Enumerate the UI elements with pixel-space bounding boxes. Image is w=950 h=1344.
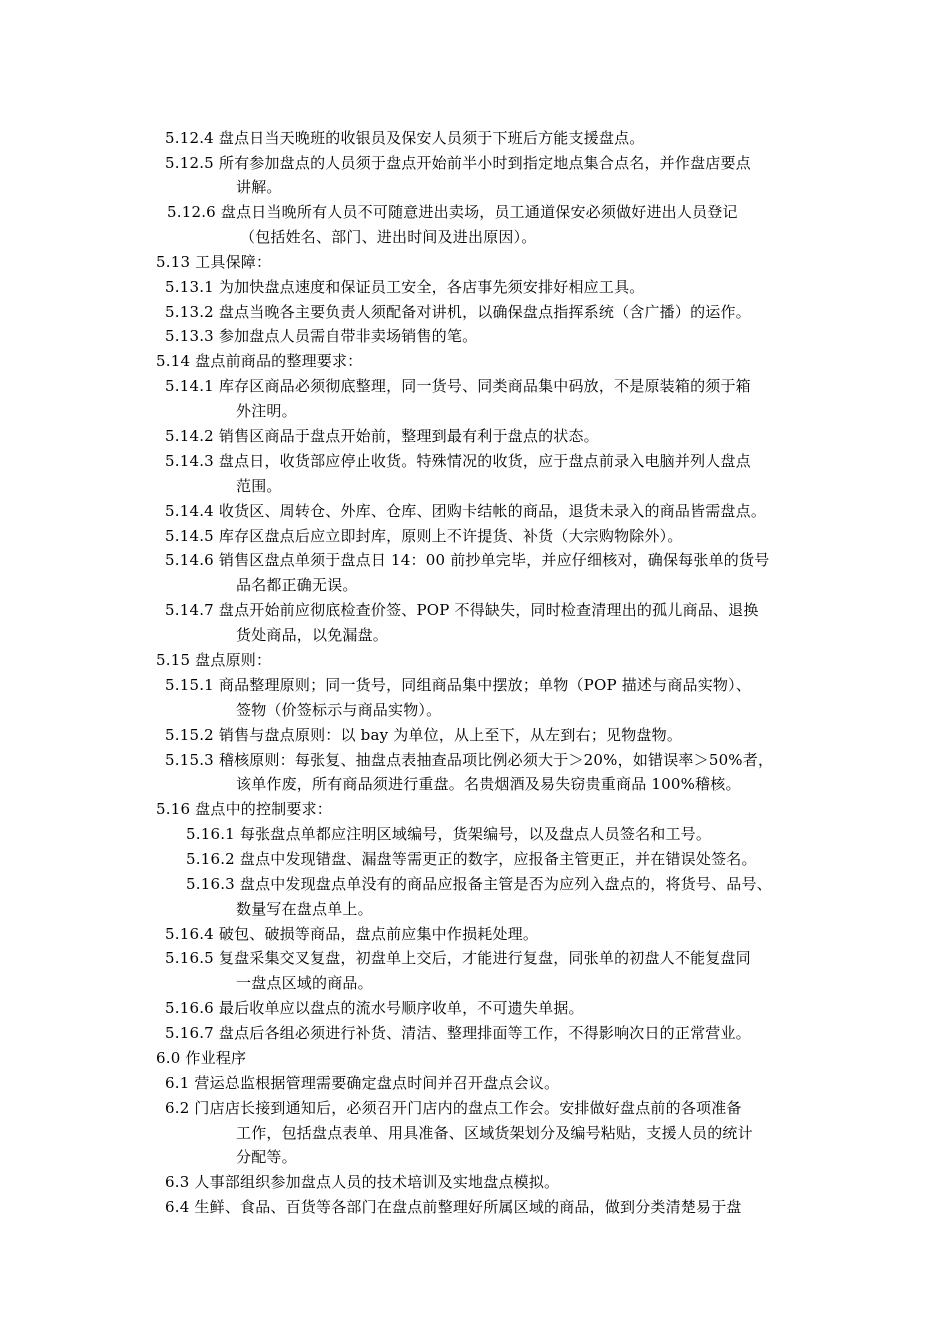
section-heading: 5.13 工具保障： (156, 253, 272, 271)
text-line: 5.16.5 复盘采集交叉复盘，初盘单上交后，才能进行复盘，同张单的初盘人不能复盘同 (165, 949, 751, 967)
text-line: 5.12.5 所有参加盘点的人员须于盘点开始前半小时到指定地点集合点名，并作盘店要点 (165, 154, 751, 172)
text-line: 5.12.4 盘点日当天晚班的收银员及保安人员须于下班后方能支援盘点。 (165, 129, 645, 147)
text-line: 签物（价签标示与商品实物）。 (236, 701, 442, 719)
text-line: 范围。 (236, 477, 282, 495)
text-line: 5.14.6 销售区盘点单须于盘点日 14：00 前抄单完毕，并应仔细核对，确保每张单的货号 (165, 551, 770, 569)
text-line: 数量写在盘点单上。 (236, 900, 373, 918)
section-heading: 5.15 盘点原则： (156, 651, 272, 669)
text-line: 5.16.4 破包、破损等商品，盘点前应集中作损耗处理。 (165, 925, 539, 943)
text-line: 5.14.5 库存区盘点后应立即封库，原则上不许提货、补货（大宗购物除外）。 (165, 527, 683, 545)
text-line: 一盘点区域的商品。 (236, 974, 373, 992)
text-line: 讲解。 (236, 178, 282, 196)
text-line: 5.12.6 盘点日当晚所有人员不可随意进出卖场，员工通道保安必须做好进出人员登记 (167, 203, 738, 221)
text-line: 5.16.3 盘点中发现盘点单没有的商品应报备主管是否为应列入盘点的，将货号、品号、 (186, 875, 772, 893)
text-line: 5.14.3 盘点日，收货部应停止收货。特殊情况的收货，应于盘点前录入电脑并列人盘点 (165, 452, 751, 470)
section-heading: 5.16 盘点中的控制要求： (156, 800, 332, 818)
text-line: 外注明。 (236, 402, 297, 420)
text-line: 分配等。 (236, 1148, 297, 1166)
text-line: 5.13.1 为加快盘点速度和保证员工安全，各店事先须安排好相应工具。 (165, 278, 645, 296)
text-line: 6.1 营运总监根据管理需要确定盘点时间并召开盘点会议。 (165, 1074, 560, 1092)
text-line: 5.16.6 最后收单应以盘点的流水号顺序收单，不可遗失单据。 (165, 999, 584, 1017)
section-heading: 6.0 作业程序 (156, 1049, 247, 1067)
text-line: 5.14.7 盘点开始前应彻底检查价签、POP 不得缺失，同时检查清理出的孤儿商品、退换 (165, 601, 759, 619)
text-line: 品名都正确无误。 (236, 576, 358, 594)
text-line: 5.16.7 盘点后各组必须进行补货、清洁、整理排面等工作，不得影响次日的正常营业。 (165, 1024, 751, 1042)
text-line: 5.16.1 每张盘点单都应注明区域编号，货架编号，以及盘点人员签名和工号。 (186, 825, 712, 843)
text-line: 5.16.2 盘点中发现错盘、漏盘等需更正的数字，应报备主管更正，并在错误处签名。 (186, 850, 757, 868)
text-line: 5.15.3 稽核原则：每张复、抽盘点表抽查品项比例必须大于＞20%，如错误率＞50%者， (165, 751, 774, 769)
text-line: 5.14.2 销售区商品于盘点开始前，整理到最有利于盘点的状态。 (165, 427, 599, 445)
text-line: 6.4 生鲜、食品、百货等各部门在盘点前整理好所属区域的商品，做到分类清楚易于盘 (165, 1198, 742, 1216)
text-line: 该单作废，所有商品须进行重盘。名贵烟酒及易失窃贵重商品 100%稽核。 (236, 775, 741, 793)
text-line: 货处商品，以免漏盘。 (236, 626, 389, 644)
text-line: 6.2 门店店长接到通知后，必须召开门店内的盘点工作会。安排做好盘点前的各项准备 (165, 1099, 742, 1117)
text-line: 5.15.1 商品整理原则；同一货号，同组商品集中摆放；单物（POP 描述与商品实物）、 (165, 676, 752, 694)
text-line: 工作，包括盘点表单、用具准备、区域货架划分及编号粘贴，支援人员的统计 (236, 1124, 753, 1142)
text-line: 5.15.2 销售与盘点原则：以 bay 为单位，从上至下，从左到右；见物盘物。 (165, 726, 683, 744)
text-line: 5.13.3 参加盘点人员需自带非卖场销售的笔。 (165, 327, 478, 345)
text-line: 5.14.4 收货区、周转仓、外库、仓库、团购卡结帐的商品，退货未录入的商品皆需盘点。 (165, 502, 767, 520)
text-line: （包括姓名、部门、进出时间及进出原因）。 (240, 228, 537, 246)
text-line: 5.13.2 盘点当晚各主要负责人须配备对讲机，以确保盘点指挥系统（含广播）的运作。 (165, 303, 751, 321)
text-line: 6.3 人事部组织参加盘点人员的技术培训及实地盘点模拟。 (165, 1173, 560, 1191)
section-heading: 5.14 盘点前商品的整理要求： (156, 352, 363, 370)
text-line: 5.14.1 库存区商品必须彻底整理，同一货号、同类商品集中码放，不是原装箱的须于箱 (165, 377, 751, 395)
